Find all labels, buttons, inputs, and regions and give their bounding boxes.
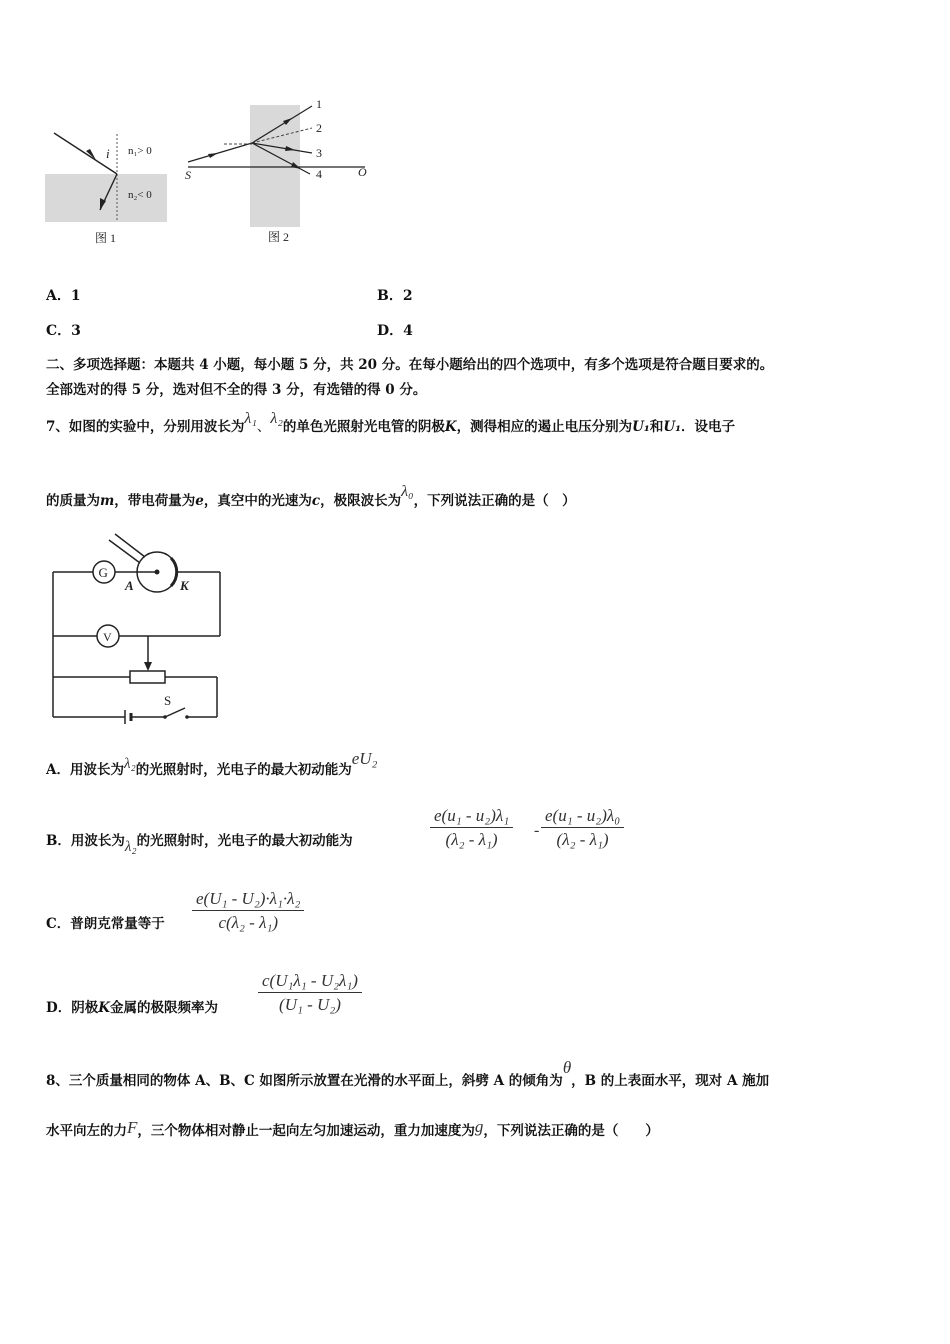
anode-dot	[155, 570, 160, 575]
n1-label: n₁> 0	[128, 145, 152, 157]
charge-symbol: e	[195, 493, 204, 509]
u1-symbol: U₁	[632, 419, 650, 435]
source-label: S	[185, 168, 191, 182]
switch-blade	[165, 708, 185, 717]
lambda2-symbol: λ₂	[124, 839, 137, 855]
ray-label-4: 4	[316, 167, 322, 181]
lambda1-symbol: λ₁	[244, 410, 257, 427]
figure-2-rays	[180, 95, 380, 250]
option-text: 金属的极限频率为	[109, 1000, 218, 1016]
switch-contact	[185, 715, 189, 719]
stem-text: ，测得相应的遏止电压分别为	[456, 419, 633, 435]
stem-text: ，真空中的光速为	[203, 493, 312, 509]
option-text: 用波长为	[69, 762, 124, 778]
q6-option-a[interactable]	[46, 287, 81, 305]
cathode-arc	[171, 558, 177, 586]
q8-stem-line-1	[46, 1058, 770, 1090]
q7-circuit-diagram	[45, 530, 230, 725]
q7-option-a[interactable]	[46, 749, 378, 779]
galvanometer-label: G	[98, 565, 108, 580]
fraction-numerator: e(U₁ - U₂)·λ₁·λ₂	[192, 889, 304, 911]
lambda2-symbol: λ₂	[123, 756, 136, 772]
stem-text: 三个质量相同的物体 A、B、C 如图所示放置在光滑的水平面上，斜劈 A 的倾角为	[68, 1073, 563, 1089]
energy-expression: eU₂	[351, 749, 378, 768]
q7-option-b[interactable]	[46, 832, 353, 855]
ray-label-3: 3	[316, 146, 322, 160]
stem-text: ，下列说法正确的是（ ）	[483, 1123, 659, 1139]
option-text: 用波长为	[70, 833, 125, 849]
q6-option-b[interactable]	[377, 287, 413, 305]
stem-text: 的单色光照射光电管的阴极	[282, 419, 445, 435]
fraction-numerator: c(U₁λ₁ - U₂λ₁)	[258, 971, 362, 993]
q7-stem-line-1	[46, 410, 736, 436]
option-text: 阴极	[71, 1000, 99, 1016]
light-beam-lower	[109, 540, 140, 563]
section-2-heading-line-1: 二、多项选择题：本题共 4 小题，每小题 5 分，共 20 分。在每小题给出的四个选项中，有多个选项是符合题目要求的。	[46, 357, 774, 373]
cathode-symbol: K	[98, 1000, 110, 1016]
mass-symbol: m	[100, 493, 115, 509]
stem-text: 如图的实验中，分别用波长为	[68, 419, 245, 435]
fraction-denominator: (λ₂ - λ₁)	[445, 830, 498, 849]
option-text: 4	[403, 323, 413, 339]
option-letter: C．	[46, 916, 71, 932]
q7-b-fraction-1	[430, 806, 513, 850]
stem-text: ，B 的上表面水平，现对 A 施加	[571, 1073, 770, 1089]
rheostat	[130, 671, 165, 683]
end-label: O	[358, 165, 367, 179]
option-text: 3	[71, 323, 81, 339]
n2-label: n₂< 0	[128, 189, 152, 201]
option-letter: A．	[46, 762, 70, 778]
figure-2-caption: 图 2	[268, 230, 290, 244]
ray-label-1: 1	[316, 97, 322, 111]
u1-symbol-2: U₁	[663, 419, 682, 435]
fraction-numerator: e(u₁ - u₂)λ₀	[541, 806, 624, 828]
q7-option-d[interactable]	[46, 999, 218, 1017]
q6-option-d[interactable]	[377, 322, 413, 340]
option-letter: D．	[46, 1000, 72, 1016]
switch-contact	[163, 715, 167, 719]
light-beam-upper	[115, 534, 145, 557]
anode-label: A	[125, 578, 134, 593]
stem-text: ，极限波长为	[320, 493, 402, 509]
stem-text: 水平向左的力	[46, 1123, 127, 1139]
option-text: 普朗克常量等于	[70, 916, 165, 932]
q7-c-fraction	[192, 889, 304, 933]
minus-sign: -	[534, 822, 540, 839]
slider-arrow	[144, 662, 152, 671]
cathode-label: K	[180, 578, 189, 593]
fraction-denominator: (U₁ - U₂)	[279, 995, 341, 1014]
lambda2-symbol: λ₂	[270, 410, 283, 427]
option-text: 的光照射时，光电子的最大初动能为	[136, 833, 353, 849]
option-letter: A．	[46, 288, 71, 304]
stem-text: ，三个物体相对静止一起向左匀加速运动，重力加速度为	[137, 1123, 475, 1139]
switch-label: S	[164, 693, 172, 708]
force-symbol: F	[127, 1118, 138, 1137]
stem-text: 和	[649, 419, 664, 435]
light-speed-symbol: c	[311, 493, 321, 509]
q7-option-c[interactable]	[46, 915, 165, 933]
stem-text: 的质量为	[46, 493, 100, 509]
option-letter: D．	[377, 323, 404, 339]
fraction-numerator: e(u₁ - u₂)λ₁	[430, 806, 513, 828]
angle-label: i	[106, 146, 110, 161]
q7-stem-line-2	[46, 483, 576, 510]
q7-b-fraction-2	[541, 806, 624, 850]
gravity-symbol: g	[474, 1117, 484, 1136]
figure-1-caption: 图 1	[95, 231, 117, 245]
figure-1-refraction	[40, 120, 175, 250]
option-letter: B．	[46, 833, 71, 849]
q7-d-fraction	[258, 971, 362, 1015]
lambda0-symbol: λ₀	[401, 483, 414, 500]
q6-option-c[interactable]	[46, 322, 81, 340]
stem-text: ，带电荷量为	[114, 493, 196, 509]
incident-ray	[188, 143, 252, 162]
voltmeter-label: V	[103, 630, 112, 644]
theta-symbol: θ	[562, 1058, 572, 1077]
fraction-denominator: (λ₂ - λ₁)	[556, 830, 609, 849]
ray-label-2: 2	[316, 121, 322, 135]
option-letter: B．	[377, 288, 403, 304]
separator: 、	[256, 419, 271, 435]
option-letter: C．	[46, 323, 72, 339]
fraction-denominator: c(λ₂ - λ₁)	[218, 913, 279, 932]
option-text: 1	[70, 288, 81, 304]
section-2-heading-line-2: 全部选对的得 5 分，选对但不全的得 3 分，有选错的得 0 分。	[46, 382, 427, 398]
cathode-symbol: K	[444, 419, 457, 435]
q8-stem-line-2	[46, 1117, 659, 1140]
stem-text: ．设电子	[681, 419, 736, 435]
incident-arrow	[208, 153, 218, 158]
stem-text: ，下列说法正确的是（ ）	[413, 493, 576, 509]
option-text: 的光照射时，光电子的最大初动能为	[135, 762, 352, 778]
q7-number: 7、	[46, 419, 69, 435]
q8-number: 8、	[46, 1073, 69, 1089]
option-text: 2	[402, 288, 413, 304]
